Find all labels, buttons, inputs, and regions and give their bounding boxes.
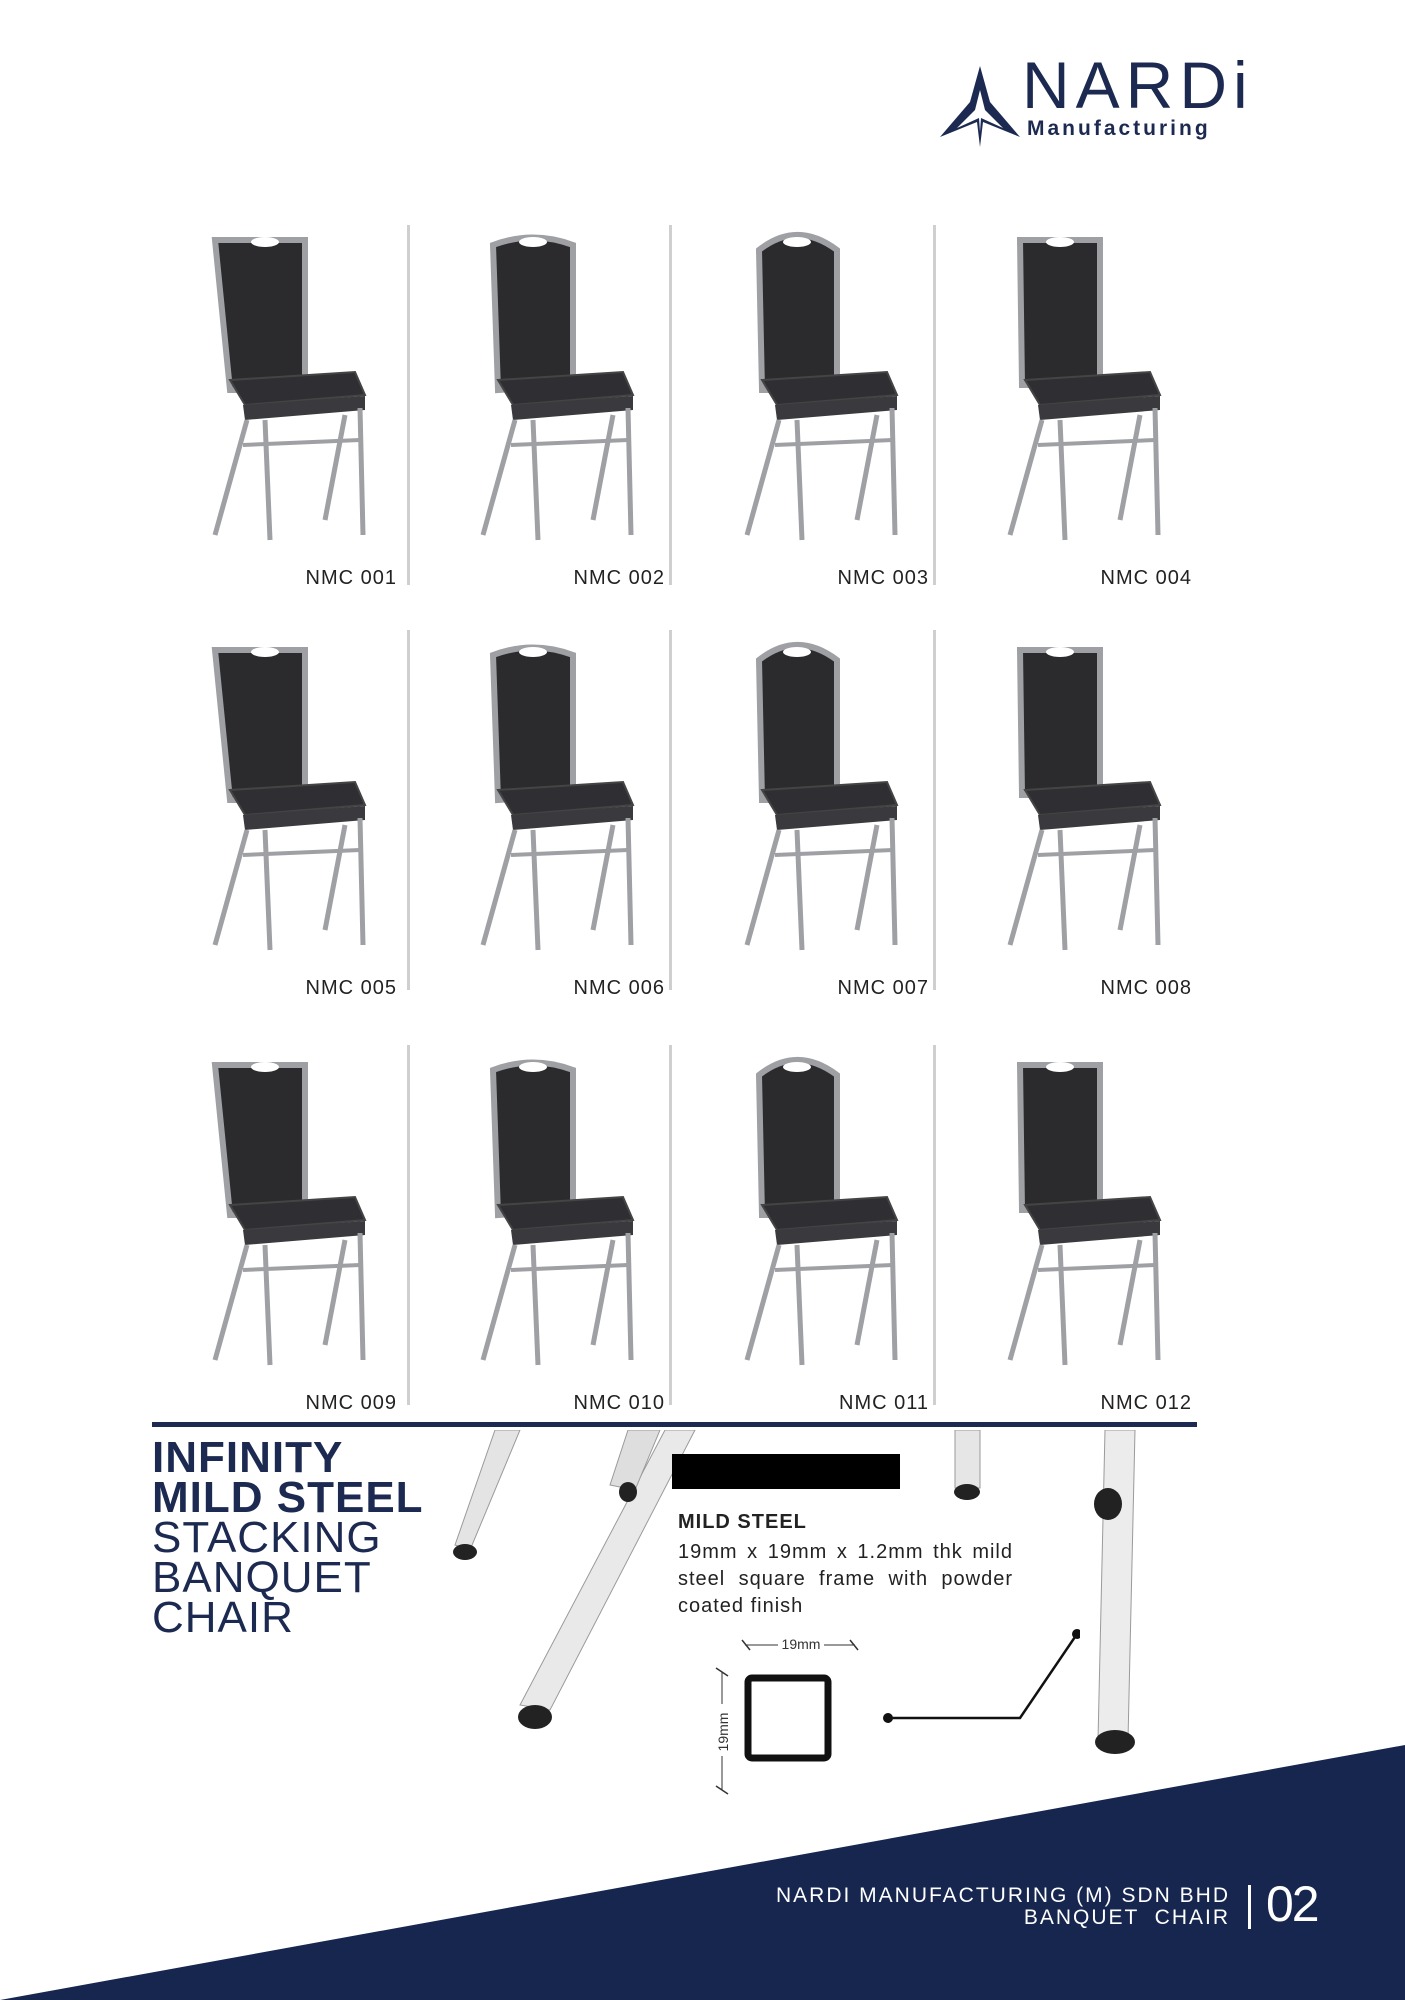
product-code: NMC 012 bbox=[1100, 1392, 1192, 1414]
product-code: NMC 003 bbox=[837, 567, 929, 589]
product-code: NMC 010 bbox=[573, 1392, 665, 1414]
footer-company bbox=[776, 1885, 1230, 1929]
brand-name: NARDi bbox=[1022, 48, 1254, 122]
product-code: NMC 002 bbox=[573, 567, 665, 589]
height-dimension: 19mm bbox=[715, 1712, 731, 1752]
product-code: NMC 001 bbox=[305, 567, 397, 589]
spec-heading: MILD STEEL bbox=[678, 1511, 807, 1533]
product-code: NMC 004 bbox=[1100, 567, 1192, 589]
page-number: 02 bbox=[1266, 1876, 1318, 1932]
product-code: NMC 008 bbox=[1100, 977, 1192, 999]
title-line: CHAIR bbox=[152, 1593, 294, 1642]
title-line: INFINITY bbox=[152, 1433, 344, 1482]
width-dimension: 19mm bbox=[781, 1636, 821, 1652]
title-line: BANQUET bbox=[152, 1553, 372, 1602]
brand-subtitle: Manufacturing bbox=[1027, 117, 1211, 140]
company-name: NARDI MANUFACTURING (M) SDN BHD bbox=[776, 1884, 1230, 1907]
section-name: BANQUET CHAIR bbox=[1023, 1906, 1230, 1929]
product-code: NMC 005 bbox=[305, 977, 397, 999]
title-line: MILD STEEL bbox=[152, 1473, 424, 1522]
product-code: NMC 009 bbox=[305, 1392, 397, 1414]
footer-separator bbox=[1248, 1885, 1251, 1929]
title-line: STACKING bbox=[152, 1513, 382, 1562]
product-code: NMC 007 bbox=[837, 977, 929, 999]
spec-description: 19mm x 19mm x 1.2mm thk mild steel square frame with powder coated finish bbox=[678, 1541, 1013, 1617]
product-code: NMC 006 bbox=[573, 977, 665, 999]
product-code: NMC 011 bbox=[839, 1392, 929, 1414]
